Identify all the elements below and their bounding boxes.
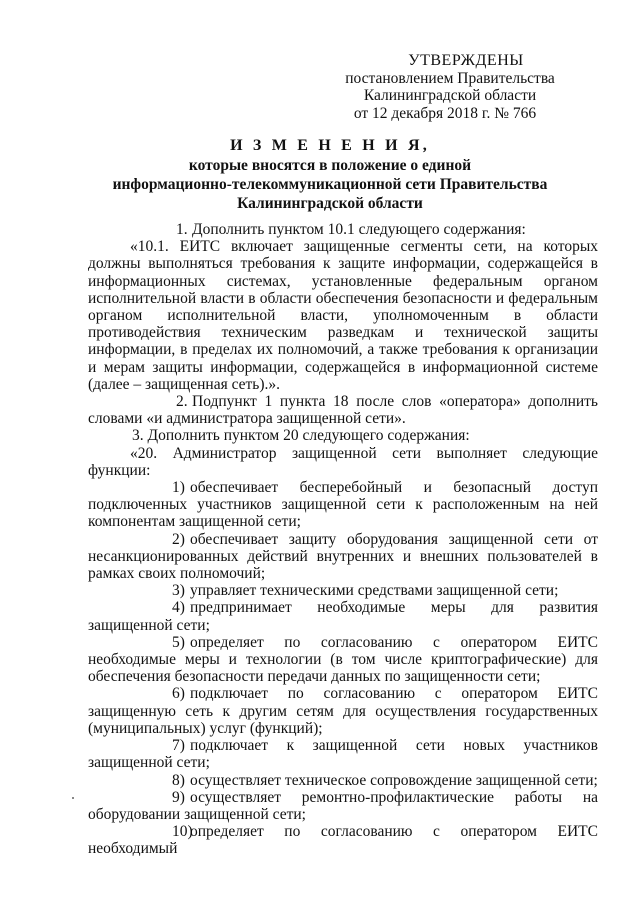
list-item: [88, 823, 598, 857]
list-item-text: управляет техническими средствами защищенной сети;: [190, 582, 559, 600]
document-title: [70, 136, 590, 213]
list-item-number: 10): [172, 823, 193, 841]
list-item: [88, 479, 598, 531]
document-body: [88, 221, 598, 858]
list-item-text: предпринимает необходимые меры для развития защищенной сети;: [88, 599, 598, 634]
title-line-2: информационно-телекоммуникационной сети Правительства: [112, 176, 548, 193]
list-item-text: подключает по согласованию с оператором ЕИТС защищенную сеть к другим сетям для осуществления государственных (муниципальных) услуг (функций);: [88, 685, 598, 737]
title-line-3: Калининградской области: [237, 195, 423, 212]
approval-line-3: Калининградской области: [363, 87, 537, 104]
list-item-text: обеспечивает бесперебойный и безопасный доступ подключенных участников защищенной сети к расположенным на ней компонентам защищенной сети;: [88, 479, 598, 531]
list-item-number: 2): [172, 530, 185, 548]
approval-heading: УТВЕРЖДЕНЫ: [408, 52, 524, 69]
list-item-text: осуществляет ремонтно-профилактические работы на оборудовании защищенной сети;: [88, 788, 598, 823]
approval-block: [300, 52, 600, 122]
list-item-number: 3): [172, 582, 185, 600]
title-heading: И З М Е Н Е Н И Я,: [230, 137, 430, 154]
list-item: [88, 789, 598, 823]
approval-line-2: постановлением Правительства: [345, 69, 555, 87]
list-item: [88, 599, 598, 633]
list-item: [88, 737, 598, 771]
scan-speck: [72, 797, 74, 799]
list-item-text: подключает к защищенной сети новых участников защищенной сети;: [88, 737, 598, 772]
paragraph-text: Дополнить пунктом 10.1 следующего содержания:: [192, 221, 526, 238]
list-item: [88, 582, 598, 599]
list-item-number: 9): [172, 788, 185, 806]
functions-list: [88, 479, 598, 857]
paragraph-text: Подпункт 1 пункта 18 после слов «оператора» дополнить словами «и администратора защищенной сети».: [88, 393, 598, 428]
list-item-number: 5): [172, 633, 185, 651]
paragraph-text: Дополнить пунктом 20 следующего содержания:: [147, 427, 470, 445]
paragraph-2: [88, 393, 598, 427]
list-item: [88, 772, 598, 789]
paragraph-number: 3.: [132, 427, 144, 445]
list-item-number: 6): [172, 685, 185, 703]
list-item-number: 1): [172, 479, 185, 497]
approval-date-number: от 12 декабря 2018 г. № 766: [353, 104, 537, 122]
paragraph-number: 2.: [176, 393, 188, 411]
paragraph-1: [88, 221, 598, 238]
list-item-text: определяет по согласованию с оператором ЕИТС необходимые меры и технологии (в том числе криптографические) для обеспечения безопасности передачи данных по защищенности сети;: [88, 633, 598, 686]
title-line-1: которые вносятся в положение о единой: [188, 157, 472, 174]
list-item: [88, 685, 598, 737]
list-item-text: осуществляет техническое сопровождение защищенной сети;: [190, 771, 598, 789]
paragraph-3-quote: «20. Администратор защищенной сети выполняет следующие функции:: [88, 444, 598, 479]
list-item-text: определяет по согласованию с оператором ЕИТС необходимый: [88, 823, 598, 858]
list-item: [88, 634, 598, 686]
paragraph-1-quote: «10.1. ЕИТС включает защищенные сегменты сети, на которых должны выполняться требования к защите информации, содержащейся в информационных системах, установленные федеральным органом исполнительной власти в области обеспечения безопасности и федеральным органом исполнительной власти, уполномоченным в области противодействия техническим разведкам и технической защиты информации, в пределах их полномочий, а также требования к организации и мерам защиты информации, содержащейся в информационной системе (далее – защищенная сеть).».: [88, 238, 598, 393]
paragraph-3: [88, 427, 598, 444]
list-item: [88, 531, 598, 583]
list-item-number: 7): [172, 737, 185, 755]
paragraph-number: 1.: [176, 221, 188, 238]
list-item-text: обеспечивает защиту оборудования защищенной сети от несанкционированных действий внутренних и внешних пользователей в рамках своих полномочий;: [88, 530, 598, 583]
list-item-number: 4): [172, 599, 185, 617]
list-item-number: 8): [172, 771, 185, 789]
